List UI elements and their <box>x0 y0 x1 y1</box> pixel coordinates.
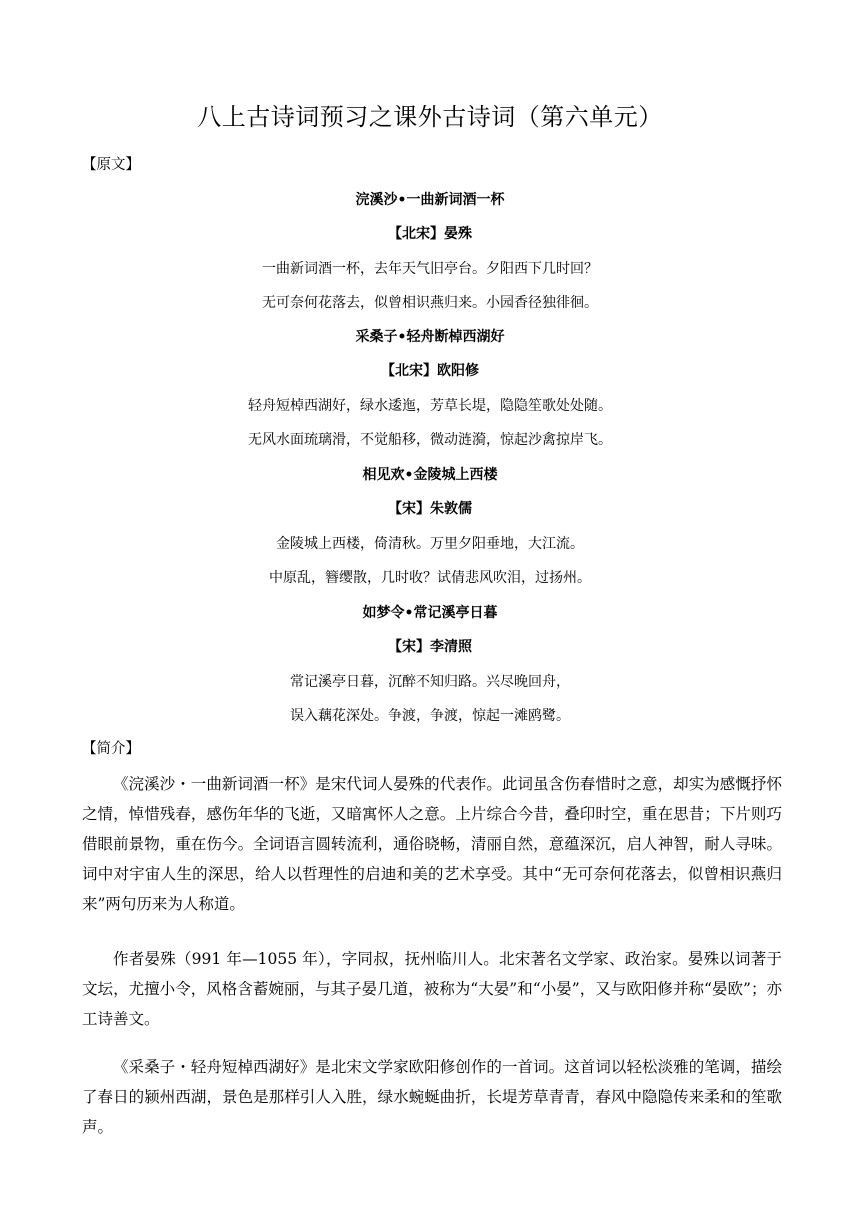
intro-paragraph-3: 《采桑子・轻舟短棹西湖好》是北宋文学家欧阳修创作的一首词。这首词以轻松淡雅的笔调，描绘了春日的颍州西湖，景色是那样引人入胜，绿水蜿蜒曲折，长堤芳草青青，春风中隐隐传来柔和的笙歌声。 <box>82 1058 782 1136</box>
intro-paragraph-1: 《浣溪沙・一曲新词酒一杯》是宋代词人晏殊的代表作。此词虽含伤春惜时之意，却实为感慨抒怀之情，悼惜残春，感伤年华的飞逝，又暗寓怀人之意。上片综合今昔，叠印时空，重在思昔；下片则巧借眼前景物，重在伤今。全词语言圆转流利，通俗晓畅，清丽自然，意蕴深沉，启人神智，耐人寻味。词中对宇宙人生的深思，给人以哲理性的启迪和美的艺术享受。其中“无可奈何花落去，似曾相识燕归来”两句历来为人称道。 <box>82 775 782 913</box>
poem-1-title: 浣溪沙•一曲新词酒一杯 <box>355 192 505 208</box>
poem-1-line-1: 一曲新词酒一杯，去年天气旧亭台。夕阳西下几时回？ <box>262 261 598 277</box>
page-title: 八上古诗词预习之课外古诗词（第六单元） <box>197 103 663 131</box>
poem-3-author: 【宋】朱敦儒 <box>388 501 472 517</box>
poem-4-line-1: 常记溪亭日暮，沉醉不知归路。兴尽晚回舟， <box>290 674 570 690</box>
poem-4-author: 【宋】李清照 <box>388 639 472 655</box>
poem-4-title: 如梦令•常记溪亭日暮 <box>362 605 498 621</box>
poem-3-line-2: 中原乱，簪缨散，几时收？试倩悲风吹泪，过扬州。 <box>269 570 591 586</box>
poem-2-title: 采桑子•轻舟断棹西湖好 <box>355 329 505 345</box>
poem-1-line-2: 无可奈何花落去，似曾相识燕归来。小园香径独徘徊。 <box>262 295 598 311</box>
poem-4-line-2: 误入藕花深处。争渡，争渡，惊起一滩鸥鹭。 <box>290 708 570 724</box>
intro-paragraph-2: 作者晏殊（991 年—1055 年），字同叔，抚州临川人。北宋著名文学家、政治家。晏殊以词著于文坛，尤擅小令，风格含蓄婉丽，与其子晏几道，被称为“大晏”和“小晏”，又与欧阳修并称“晏欧”；亦工诗善文。 <box>82 950 782 1028</box>
poem-1-author: 【北宋】晏殊 <box>388 226 472 242</box>
poem-3-title: 相见欢•金陵城上西楼 <box>362 467 498 483</box>
poem-3-line-1: 金陵城上西楼，倚清秋。万里夕阳垂地，大江流。 <box>276 536 584 552</box>
section-label-original: 【原文】 <box>82 157 140 173</box>
section-label-intro: 【简介】 <box>82 741 140 757</box>
poem-2-line-1: 轻舟短棹西湖好，绿水逶迤，芳草长堤，隐隐笙歌处处随。 <box>248 398 612 414</box>
poem-2-author: 【北宋】欧阳修 <box>381 363 479 379</box>
poem-2-line-2: 无风水面琉璃滑，不觉船移，微动涟漪，惊起沙禽掠岸飞。 <box>248 432 612 448</box>
